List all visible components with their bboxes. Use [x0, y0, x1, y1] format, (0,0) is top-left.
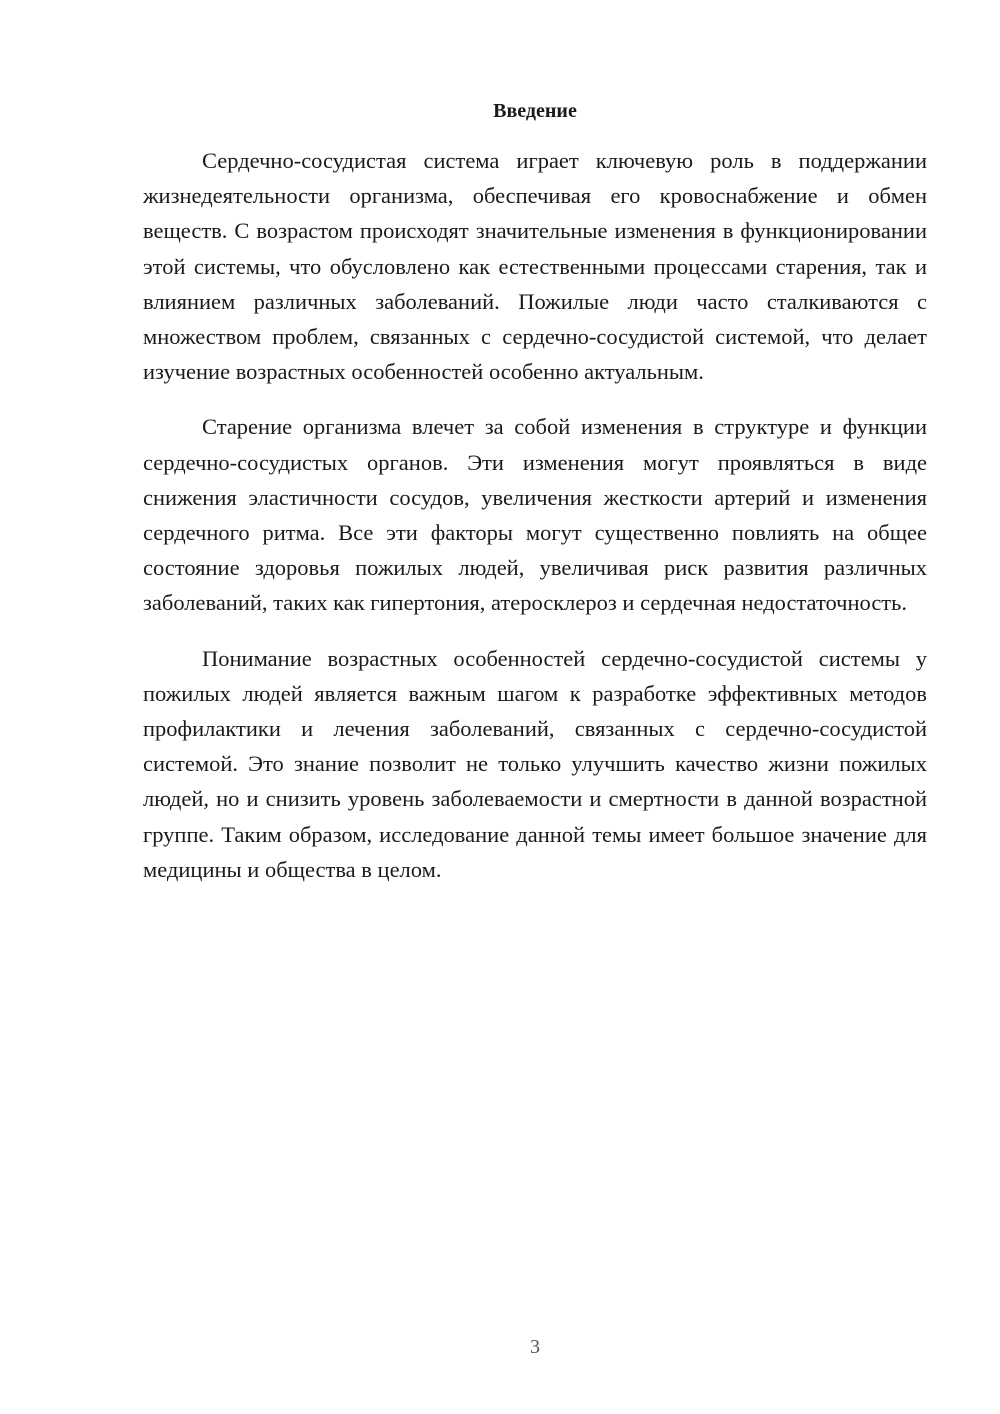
section-heading: Введение [493, 100, 577, 122]
body-text [143, 143, 927, 907]
paragraph-2: Старение организма влечет за собой изменения в структуре и функции сердечно-сосудистых органов. Эти изменения могут проявляться в виде снижения эластичности сосудов, увеличения жесткости артерий и изменения сердечного ритма. Все эти факторы могут существенно повлиять на общее состояние здоровья пожилых людей, увеличивая риск развития различных заболеваний, таких как гипертония, атеросклероз и сердечная недостаточность. [143, 414, 927, 616]
paragraph-3: Понимание возрастных особенностей сердечно-сосудистой системы у пожилых людей является важным шагом к разработке эффективных методов профилактики и лечения заболеваний, связанных с сердечно-сосудистой системой. Это знание позволит не только улучшить качество жизни пожилых людей, но и снизить уровень заболеваемости и смертности в данной возрастной группе. Таким образом, исследование данной темы имеет большое значение для медицины и общества в целом. [143, 645, 927, 882]
page-number: 3 [530, 1336, 540, 1358]
paragraph-1: Сердечно-сосудистая система играет ключевую роль в поддержании жизнедеятельности организма, обеспечивая его кровоснабжение и обмен веществ. С возрастом происходят значительные изменения в функционировании этой системы, что обусловлено как естественными процессами старения, так и влиянием различных заболеваний. Пожилые люди часто сталкиваются с множеством проблем, связанных с сердечно-сосудистой системой, что делает изучение возрастных особенностей особенно актуальным. [143, 148, 927, 385]
